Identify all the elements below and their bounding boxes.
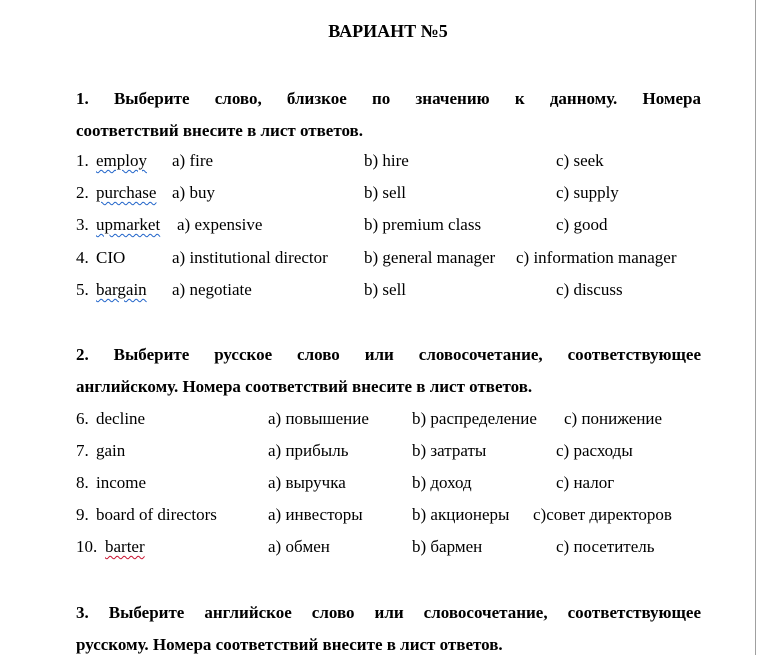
option-b: b) sell: [364, 183, 407, 202]
option-b: b) доход: [412, 473, 472, 492]
option-a: a) обмен: [268, 537, 330, 556]
option-a: a) fire: [172, 151, 214, 170]
q1-row-2: [0, 177, 755, 209]
option-c: c) seek: [556, 151, 604, 170]
item-word: CIO: [96, 248, 126, 267]
option-b: b) sell: [364, 280, 407, 299]
item-word: bargain: [96, 280, 147, 299]
option-b: b) бармен: [412, 537, 483, 556]
option-c: c) посетитель: [556, 537, 655, 556]
q1-row-5: [0, 274, 755, 306]
option-b: b) акционеры: [412, 505, 510, 524]
page-edge-divider: [755, 0, 756, 655]
option-a: a) institutional director: [172, 248, 328, 267]
option-b: b) hire: [364, 151, 409, 170]
item-number: 7.: [76, 441, 89, 460]
option-a: a) negotiate: [172, 280, 252, 299]
item-word: decline: [96, 409, 146, 428]
option-c: c) расходы: [556, 441, 633, 460]
question-3-clip: [76, 597, 701, 655]
option-c: c) supply: [556, 183, 619, 202]
q2-row-8: [0, 467, 755, 499]
option-c: c)совет директоров: [533, 505, 672, 524]
question-3-heading: [76, 597, 701, 655]
option-b: b) затраты: [412, 441, 487, 460]
option-a: a) buy: [172, 183, 215, 202]
option-a: a) прибыль: [268, 441, 349, 460]
item-word: barter: [105, 537, 145, 556]
question-1-heading: [76, 83, 701, 147]
option-b: b) general manager: [364, 248, 496, 267]
item-number: 1.: [76, 151, 89, 170]
q1-row-1: [0, 145, 755, 177]
option-c: c) good: [556, 215, 608, 234]
question-2-line-2: английскому. Номера соответствий внесите в лист ответов.: [76, 377, 533, 396]
item-word: upmarket: [96, 215, 161, 234]
q2-row-6: [0, 403, 755, 435]
item-word: income: [96, 473, 147, 492]
question-3-line-2: русскому. Номера соответствий внесите в лист ответов.: [76, 635, 503, 654]
option-b: b) распределение: [412, 409, 537, 428]
item-number: 3.: [76, 215, 89, 234]
q2-row-10: [0, 531, 755, 563]
q1-row-4: [0, 242, 755, 274]
option-c: c) налог: [556, 473, 615, 492]
item-number: 5.: [76, 280, 89, 299]
question-3-line-1: 3. Выберите английское слово или словосочетание, соответствующее: [76, 603, 701, 622]
item-word: purchase: [96, 183, 157, 202]
option-a: a) повышение: [268, 409, 369, 428]
option-c: c) понижение: [564, 409, 663, 428]
variant-title: ВАРИАНТ №5: [328, 21, 448, 41]
option-b: b) premium class: [364, 215, 482, 234]
item-word: employ: [96, 151, 147, 170]
option-a: a) выручка: [268, 473, 346, 492]
q2-row-9: [0, 499, 755, 531]
question-1-line-1: 1. Выберите слово, близкое по значению к данному. Номера: [76, 89, 701, 108]
item-number: 10.: [76, 537, 98, 556]
option-a: a) инвесторы: [268, 505, 363, 524]
item-number: 4.: [76, 248, 89, 267]
option-a: a) expensive: [177, 215, 263, 234]
option-c: c) discuss: [556, 280, 623, 299]
item-word: gain: [96, 441, 126, 460]
question-2-line-1: 2. Выберите русское слово или словосочетание, соответствующее: [76, 345, 701, 364]
question-1-line-2: соответствий внесите в лист ответов.: [76, 121, 363, 140]
item-word: board of directors: [96, 505, 217, 524]
q1-row-3: [0, 209, 755, 241]
item-number: 6.: [76, 409, 89, 428]
q2-row-7: [0, 435, 755, 467]
item-number: 2.: [76, 183, 89, 202]
item-number: 8.: [76, 473, 89, 492]
question-2-heading: [76, 339, 701, 403]
option-c: c) information manager: [516, 248, 677, 267]
item-number: 9.: [76, 505, 89, 524]
